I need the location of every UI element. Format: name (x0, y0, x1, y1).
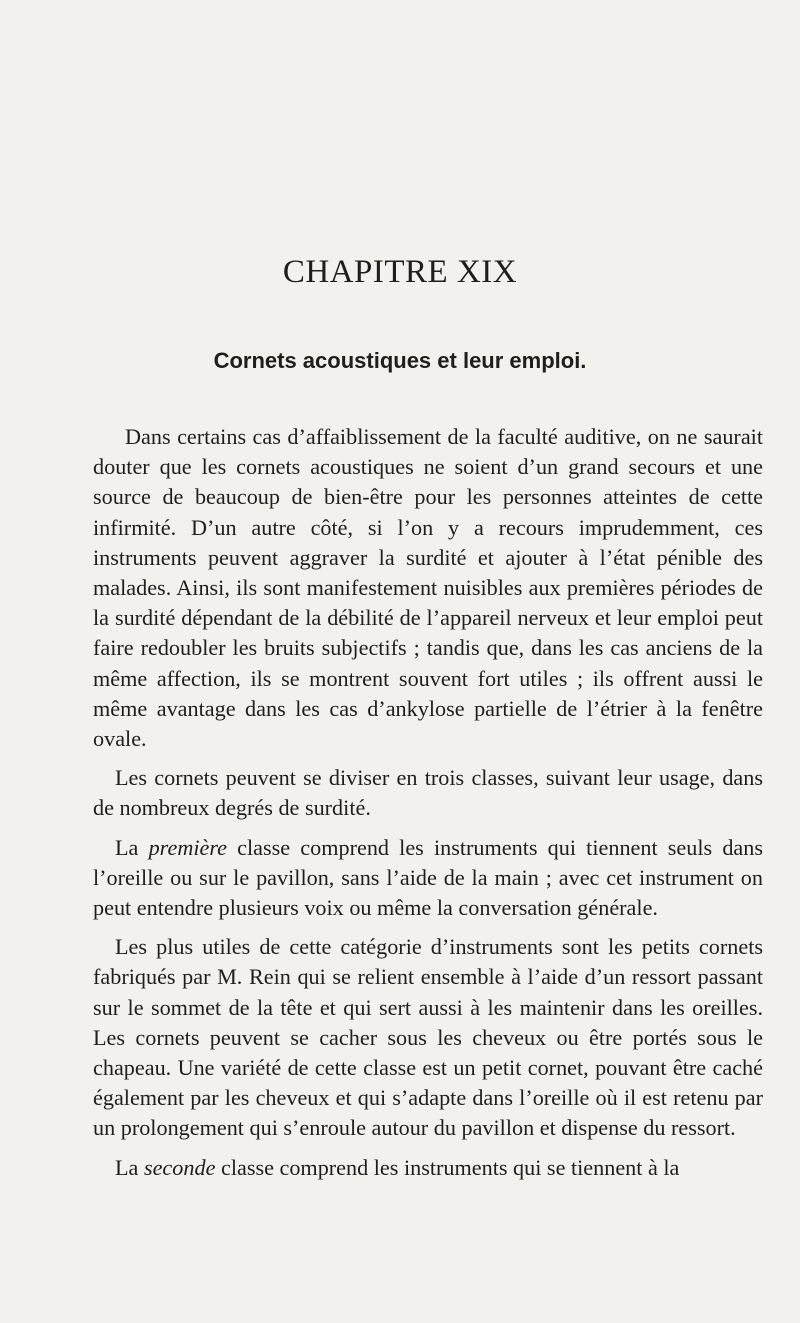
paragraph-text: La (115, 1154, 144, 1180)
paragraph-text: La (115, 834, 149, 860)
emphasized-word: première (148, 834, 228, 860)
paragraph (93, 1153, 763, 1183)
chapter-title: CHAPITRE XIX (282, 254, 518, 290)
paragraph-text: classe comprend les instruments qui tiennent seuls dans l’oreille ou sur le pavillon, sans l’aide de la main ; avec cet instrument on peut entendre plusieurs voix ou même la conversation générale. (93, 834, 763, 921)
chapter-subtitle: Cornets acoustiques et leur emploi. (213, 348, 587, 373)
emphasized-word: seconde (143, 1154, 216, 1180)
paragraph (93, 833, 763, 924)
paragraph: Les cornets peuvent se diviser en trois classes, suivant leur usage, dans de nombreux degrés de surdité. (93, 765, 763, 821)
body-text (93, 422, 763, 1183)
paragraph: Dans certains cas d’affaiblissement de la faculté auditive, on ne saurait douter que les cornets acoustiques ne soient d’un grand secours et une source de beaucoup de bien-être pour les personnes atteintes de cette infirmité. D’un autre côté, si l’on y a recours imprudemment, ces instruments peuvent aggraver la surdité et ajouter à l’état pénible des malades. Ainsi, ils sont manifestement nuisibles aux premières périodes de la surdité dépendant de la débilité de l’appareil nerveux et leur emploi peut faire redoubler les bruits subjectifs ; tandis que, dans les cas anciens de la même affection, ils se montrent souvent fort utiles ; ils offrent aussi le même avantage dans les cas d’ankylose partielle de l’étrier à la fenêtre ovale. (93, 424, 763, 752)
paragraph-text: classe comprend les instruments qui se tiennent à la (215, 1154, 680, 1180)
paragraph: Les plus utiles de cette catégorie d’instruments sont les petits cornets fabriqués par M. Rein qui se relient ensemble à l’aide d’un ressort passant sur le sommet de la tête et qui sert aussi à les maintenir dans les oreilles. Les cornets peuvent se cacher sous les cheveux ou être portés sous le chapeau. Une variété de cette classe est un petit cornet, pouvant être caché également par les cheveux et qui s’adapte dans l’oreille où il est retenu par un prolongement qui s’enroule autour du pavillon et dispense du ressort. (93, 934, 763, 1141)
